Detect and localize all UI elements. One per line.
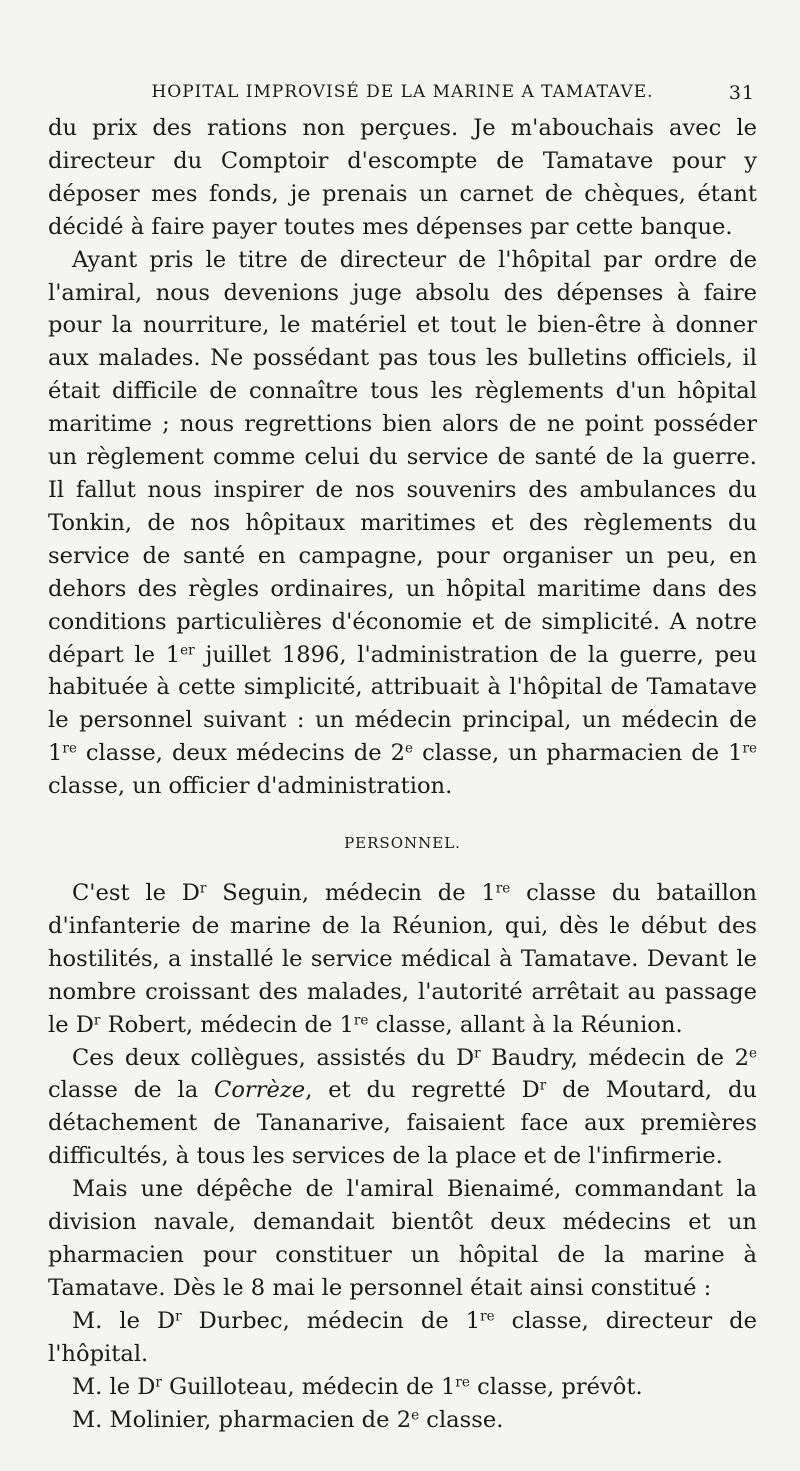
superscript: re (62, 740, 77, 757)
paragraph-text: Ayant pris le titre de directeur de l'hôpital par ordre de l'amiral, nous devenions juge absolu des dépenses à faire pour la nourriture, le matériel et tout le bien-être à donner aux malades. Ne possédant pas tous les bulletins officiels, il était difficile de connaître tous les règlements d'un hôpital maritime ; nous regrettions bien alors de ne point posséder un règlement comme celui du service de santé de la guerre. Il fallut nous inspirer de nos souvenirs des ambulances du Tonkin, de nos hôpitaux maritimes et des règlements du service de santé en campagne, pour organiser un peu, en dehors des règles ordinaires, un hôpital maritime dans des conditions particulières d'économie et de simplicité. A notre départ le 1 (48, 246, 757, 668)
paragraph-text: M. le D (72, 1373, 156, 1400)
superscript: e (411, 1407, 420, 1424)
paragraph-text: du prix des rations non perçues. Je m'abouchais avec le directeur du Comptoir d'escompte de Tamatave pour y déposer mes fonds, je prenais un carnet de chèques, étant décidé à faire payer toutes mes dépenses par cette banque. (48, 115, 757, 240)
superscript: r (155, 1374, 162, 1391)
list-item-durbec (48, 1305, 757, 1371)
superscript: re (742, 740, 758, 757)
paragraph-text: M. Molinier, pharmacien de 2 (72, 1406, 412, 1433)
paragraph-text: Mais une dépêche de l'amiral Bienaimé, commandant la division navale, demandait bientôt deux médecins et un pharmacien pour constituer un hôpital de la marine à Tamatave. Dès le 8 mai le personnel était ainsi constitué : (48, 1176, 757, 1301)
paragraph-text: classe, allant à la Réunion. (368, 1011, 683, 1038)
superscript: r (175, 1308, 182, 1325)
superscript: r (199, 880, 207, 897)
paragraph-text: Ces deux collègues, assistés du D (72, 1044, 475, 1071)
paragraph-text: Durbec, médecin de 1 (181, 1307, 481, 1334)
ship-name: Corrèze (214, 1077, 306, 1104)
page-number: 31 (728, 82, 755, 104)
paragraph-text: classe, deux médecins de 2 (76, 740, 406, 767)
superscript: e (748, 1045, 757, 1062)
paragraph-text: classe, un officier d'administration. (48, 773, 453, 800)
paragraph-text: classe, directeur de l'hôpital. (48, 1307, 757, 1367)
paragraph-text: Guilloteau, médecin de 1 (161, 1373, 456, 1400)
superscript: re (353, 1012, 369, 1029)
paragraph-text: juillet 1896, l'administration de la guerre, peu habituée à cette simplicité, attribuait à l'hôpital de Tamatave le personnel suivant : un médecin principal, un médecin de 1 (48, 641, 758, 767)
paragraph-admiral-dispatch (48, 1173, 757, 1305)
paragraph-text: classe du bataillon d'infanterie de marine de la Réunion, qui, dès le début des hostilités, a installé le service médical à Tamatave. Devant le nombre croissant des malades, l'autorité arrêtait au passage le D (48, 880, 757, 1038)
superscript: e (405, 740, 414, 757)
paragraph-text: classe de la (48, 1077, 215, 1104)
list-item-guilloteau (48, 1371, 757, 1404)
paragraph-text: Robert, médecin de 1 (100, 1011, 354, 1038)
paragraph-text: , et du regretté D (305, 1077, 540, 1104)
paragraph-text: classe, prévôt. (469, 1373, 643, 1400)
paragraph-text: Seguin, médecin de 1 (206, 880, 496, 907)
paragraph-text: de Moutard, du détachement de Tananarive, faisaient face aux premières difficultés, à tous les services de la place et de l'infirmerie. (48, 1077, 757, 1170)
superscript: r (474, 1045, 481, 1062)
paragraph-text: classe, un pharmacien de 1 (413, 740, 743, 767)
paragraph-hospital-director (48, 244, 757, 803)
paragraph-seguin (48, 877, 757, 1042)
page-body (48, 112, 757, 1436)
paragraph-text: Baudry, médecin de 2 (480, 1044, 749, 1071)
running-title: HOPITAL IMPROVISÉ DE LA MARINE A TAMATAVE. (151, 82, 654, 102)
section-heading-personnel: PERSONNEL. (344, 834, 461, 853)
paragraph-colleagues (48, 1042, 757, 1174)
list-item-molinier (48, 1404, 757, 1437)
superscript: r (93, 1012, 101, 1029)
superscript: er (180, 642, 195, 659)
superscript: re (455, 1374, 470, 1391)
paragraph-text: M. le D (72, 1307, 176, 1334)
paragraph-text: classe. (419, 1406, 504, 1433)
superscript: re (495, 880, 511, 897)
superscript: re (480, 1308, 495, 1325)
superscript: r (539, 1078, 547, 1095)
paragraph-continuation (48, 112, 757, 244)
paragraph-text: C'est le D (72, 880, 200, 907)
running-head (48, 82, 757, 112)
